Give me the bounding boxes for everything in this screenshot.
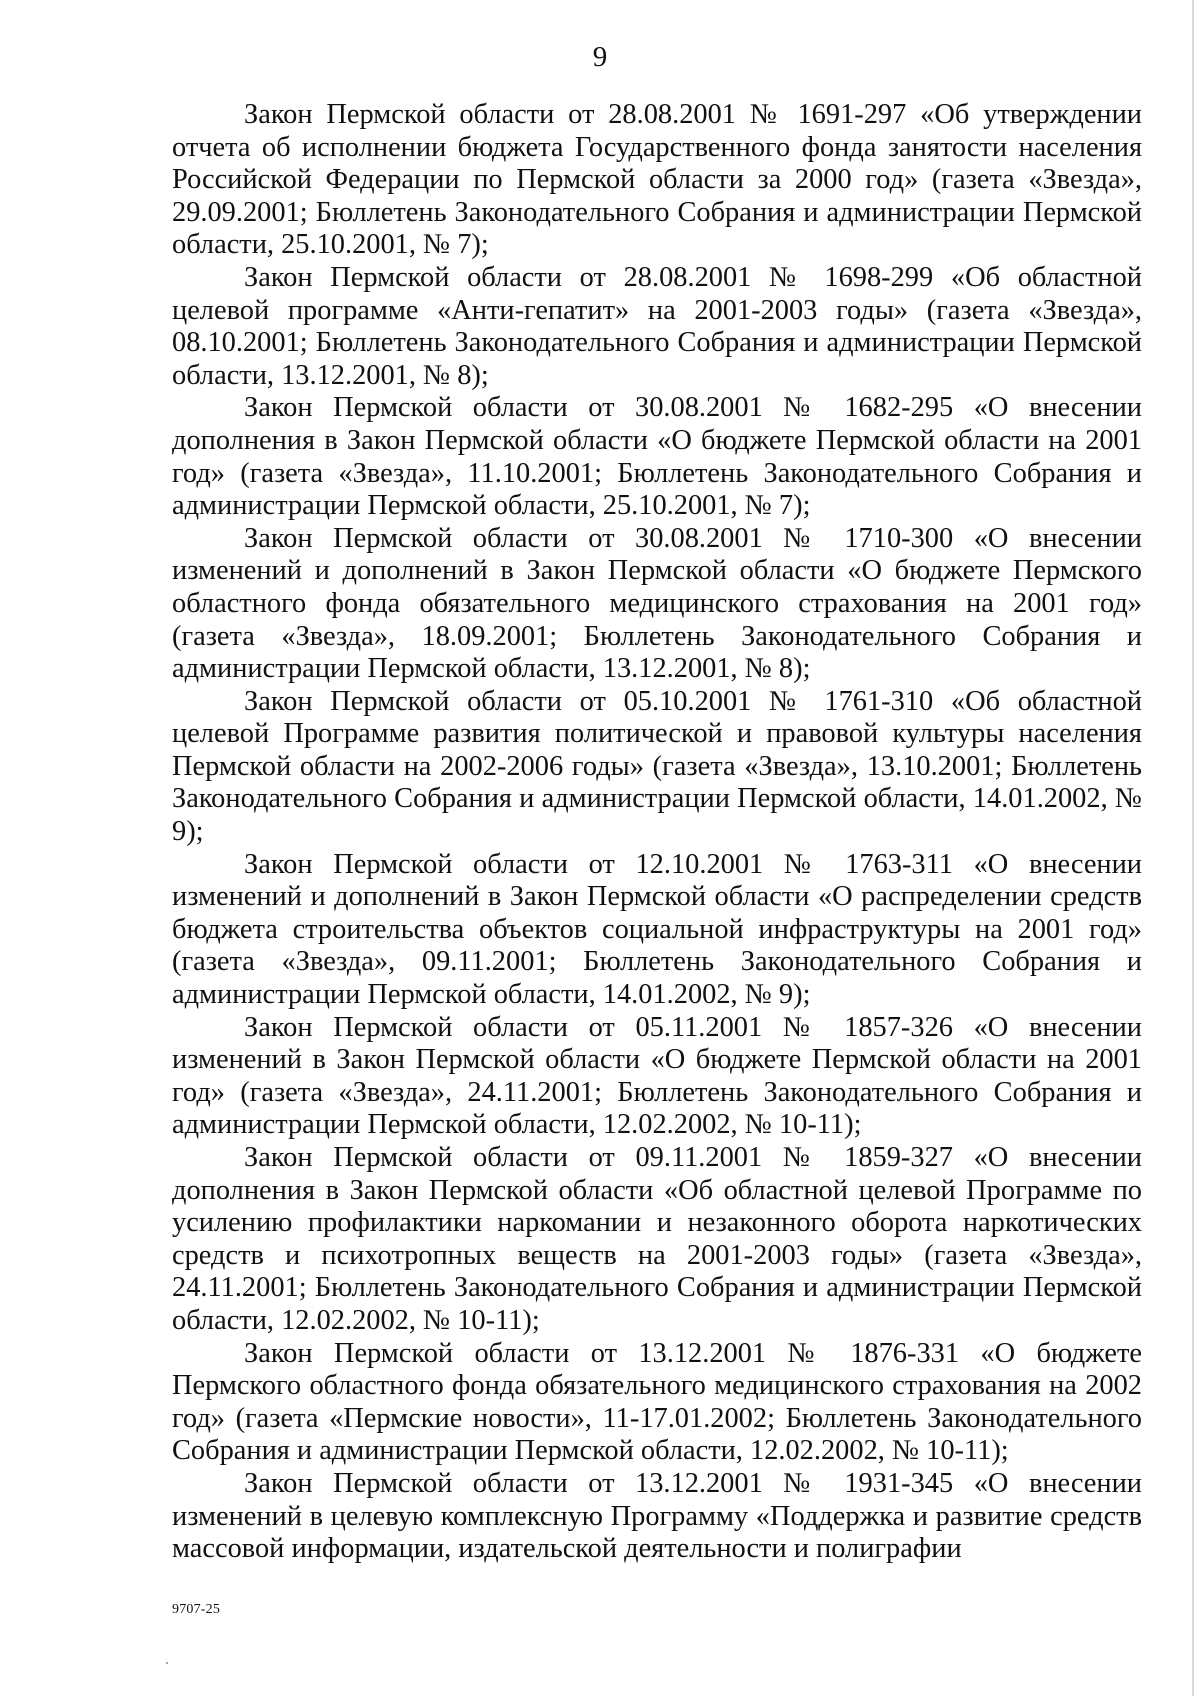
- law-entry-paragraph: Закон Пермской области от 28.08.2001 № 1698-299 «Об областной целевой программе «Анти-гепатит» на 2001-2003 годы» (газета «Звезда», 08.10.2001; Бюллетень Законодательного Собрания и администрации Пермской области, 13.12.2001, № 8);: [172, 261, 1142, 391]
- law-entry-paragraph: Закон Пермской области от 13.12.2001 № 1931-345 «О внесении изменений в целевую комплексную Программу «Поддержка и развитие средств массовой информации, издательской деятельности и полиграфии: [172, 1467, 1142, 1565]
- document-body: [172, 99, 1142, 1566]
- law-entry-paragraph: Закон Пермской области от 28.08.2001 № 1691-297 «Об утверждении отчета об исполнении бюджета Государственного фонда занятости населения Российской Федерации по Пермской области за 2000 год» (газета «Звезда», 29.09.2001; Бюллетень Законодательного Собрания и администрации Пермской области, 25.10.2001, № 7);: [172, 99, 1142, 261]
- law-entry-paragraph: Закон Пермской области от 30.08.2001 № 1682-295 «О внесении дополнения в Закон Пермской области «О бюджете Пермской области на 2001 год» (газета «Звезда», 11.10.2001; Бюллетень Законодательного Собрания и администрации Пермской области, 25.10.2001, № 7);: [172, 392, 1142, 522]
- law-entry-paragraph: Закон Пермской области от 30.08.2001 № 1710-300 «О внесении изменений и дополнений в Закон Пермской области «О бюджете Пермского областного фонда обязательного медицинского страхования на 2001 год» (газета «Звезда», 18.09.2001; Бюллетень Законодательного Собрания и администрации Пермской области, 13.12.2001, № 8);: [172, 522, 1142, 685]
- document-code: 9707-25: [172, 1602, 221, 1617]
- law-entry-paragraph: Закон Пермской области от 09.11.2001 № 1859-327 «О внесении дополнения в Закон Пермской области «Об областной целевой Программе по усилению профилактики наркомании и незаконного оборота наркотических средств и психотропных веществ на 2001-2003 годы» (газета «Звезда», 24.11.2001; Бюллетень Законодательного Собрания и администрации Пермской области, 12.02.2002, № 10-11);: [172, 1142, 1142, 1336]
- law-entry-paragraph: Закон Пермской области от 12.10.2001 № 1763-311 «О внесении изменений и дополнений в Закон Пермской области «О распределении средств бюджета строительства объектов социальной инфраструктуры на 2001 год» (газета «Звезда», 09.11.2001; Бюллетень Законодательного Собрания и администрации Пермской области, 14.01.2002, № 9);: [172, 848, 1142, 1011]
- scan-speck: [166, 1662, 168, 1664]
- law-entry-paragraph: Закон Пермской области от 05.10.2001 № 1761-310 «Об областной целевой Программе развития политической и правовой культуры населения Пермской области на 2002-2006 годы» (газета «Звезда», 13.10.2001; Бюллетень Законодательного Собрания и администрации Пермской области, 14.01.2002, № 9);: [172, 685, 1142, 848]
- page-edge-shadow: [1192, 0, 1194, 1696]
- page-number: 9: [592, 41, 608, 73]
- law-entry-paragraph: Закон Пермской области от 13.12.2001 № 1876-331 «О бюджете Пермского областного фонда обязательного медицинского страхования на 2002 год» (газета «Пермские новости», 11-17.01.2002; Бюллетень Законодательного Собрания и администрации Пермской области, 12.02.2002, № 10-11);: [172, 1337, 1142, 1467]
- law-entry-paragraph: Закон Пермской области от 05.11.2001 № 1857-326 «О внесении изменений в Закон Пермской области «О бюджете Пермской области на 2001 год» (газета «Звезда», 24.11.2001; Бюллетень Законодательного Собрания и администрации Пермской области, 12.02.2002, № 10-11);: [172, 1011, 1142, 1141]
